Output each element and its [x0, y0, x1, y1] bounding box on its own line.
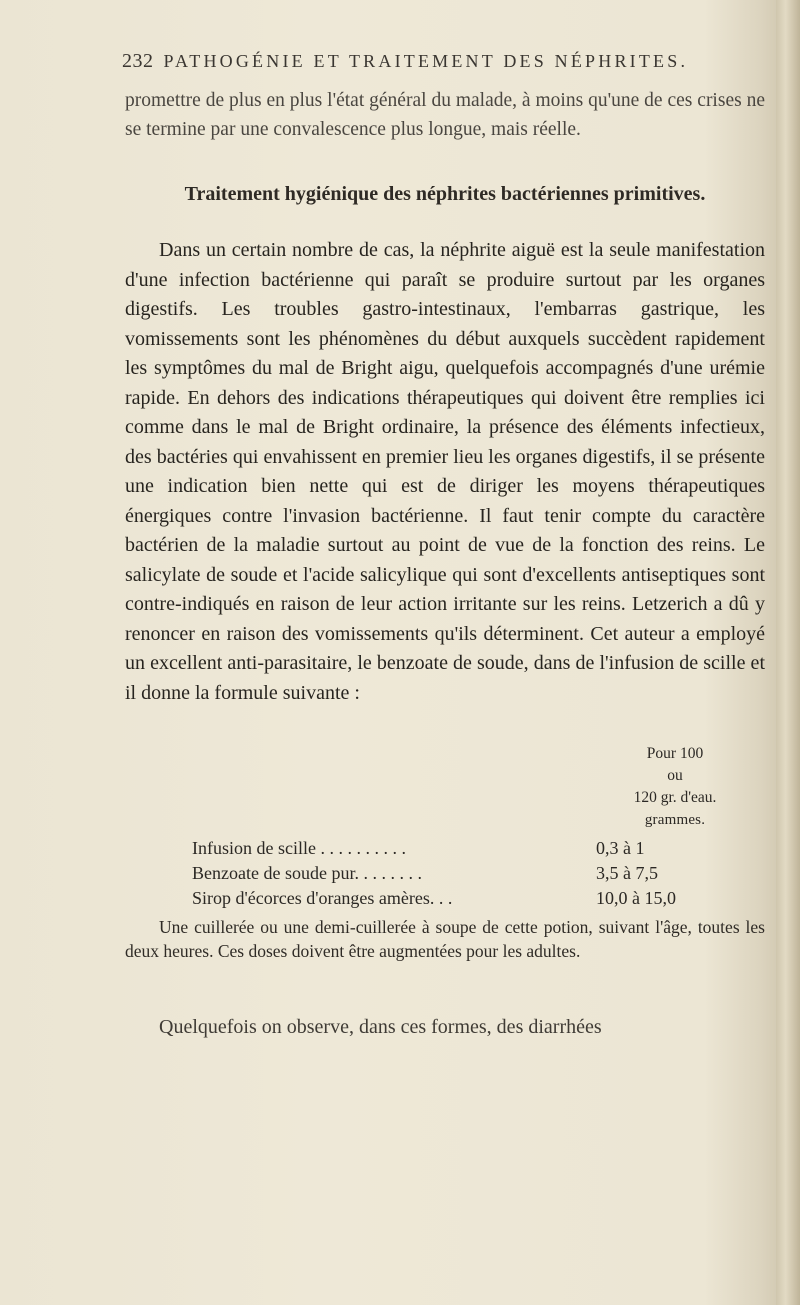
ingredient-dose: 0,3 à 1: [596, 838, 645, 858]
body-paragraph: Dans un certain nombre de cas, la néphrite aiguë est la seule manifestation d'une infection bactérienne qui paraît se produire surtout par les organes digestifs. Les troubles gastro-intestinaux, l'embarras gastrique, les vomissements sont les phénomènes du début auxquels succèdent rapidement les symptômes du mal de Bright aigu, quelquefois accompagnés d'une urémie rapide. En dehors des indications thérapeutiques qui doivent être remplies ici comme dans le mal de Bright ordinaire, la présence des éléments infectieux, des bactéries qui envahissent en premier lieu les organes digestifs, il se présente une indication bien nette qui est de diriger les moyens thérapeutiques énergiques contre l'invasion bactérienne. Il faut tenir compte du caractère bactérien de la maladie surtout au point de vue de la fonction des reins. Le salicylate de soude et l'acide salicylique qui sont d'excellents antiseptiques sont contre-indiqués en raison de leur action irritante sur les reins. Letzerich a dû y renoncer en raison des vomissements qu'ils déterminent. Cet auteur a employé un excellent anti-parasitaire, le benzoate de soude, dans de l'infusion de scille et il donne la formule suivante :: [125, 239, 765, 704]
ingredient-dose: 3,5 à 7,5: [596, 863, 658, 883]
intro-paragraph: promettre de plus en plus l'état général du malade, à moins qu'une de ces crises ne se termine par une convalescence plus longue, mais réelle.: [125, 90, 765, 140]
ingredient-name: Benzoate de soude pur. . . . . . . .: [192, 863, 422, 883]
column-header-unit: grammes.: [644, 812, 706, 828]
running-title: PATHOGÉNIE ET TRAITEMENT DES NÉPHRITES.: [163, 51, 689, 71]
column-header-line: ou: [667, 767, 683, 784]
running-header: [122, 50, 772, 73]
ingredient-name: Infusion de scille . . . . . . . . . .: [192, 838, 406, 858]
ingredient-dose: 10,0 à 15,0: [596, 888, 676, 908]
section-heading: Traitement hygiénique des néphrites bactériennes primitives.: [184, 183, 706, 205]
ingredient-name: Sirop d'écorces d'oranges amères. . .: [192, 888, 453, 908]
dosage-note: Une cuillerée ou une demi-cuillerée à soupe de cette potion, suivant l'âge, toutes les deux heures. Ces doses doivent être augmentées pour les adultes.: [125, 917, 765, 961]
column-header-line: Pour 100: [646, 745, 704, 762]
ingredient-row: [192, 861, 752, 885]
page-edge: [776, 0, 800, 1305]
formula-column-header: [600, 743, 750, 831]
ingredient-row: [192, 886, 752, 910]
closing-line: Quelquefois on observe, dans ces formes, des diarrhées: [159, 1016, 602, 1038]
ingredient-row: [192, 836, 752, 860]
page-number: 232: [122, 50, 154, 72]
column-header-line: 120 gr. d'eau.: [633, 789, 717, 806]
